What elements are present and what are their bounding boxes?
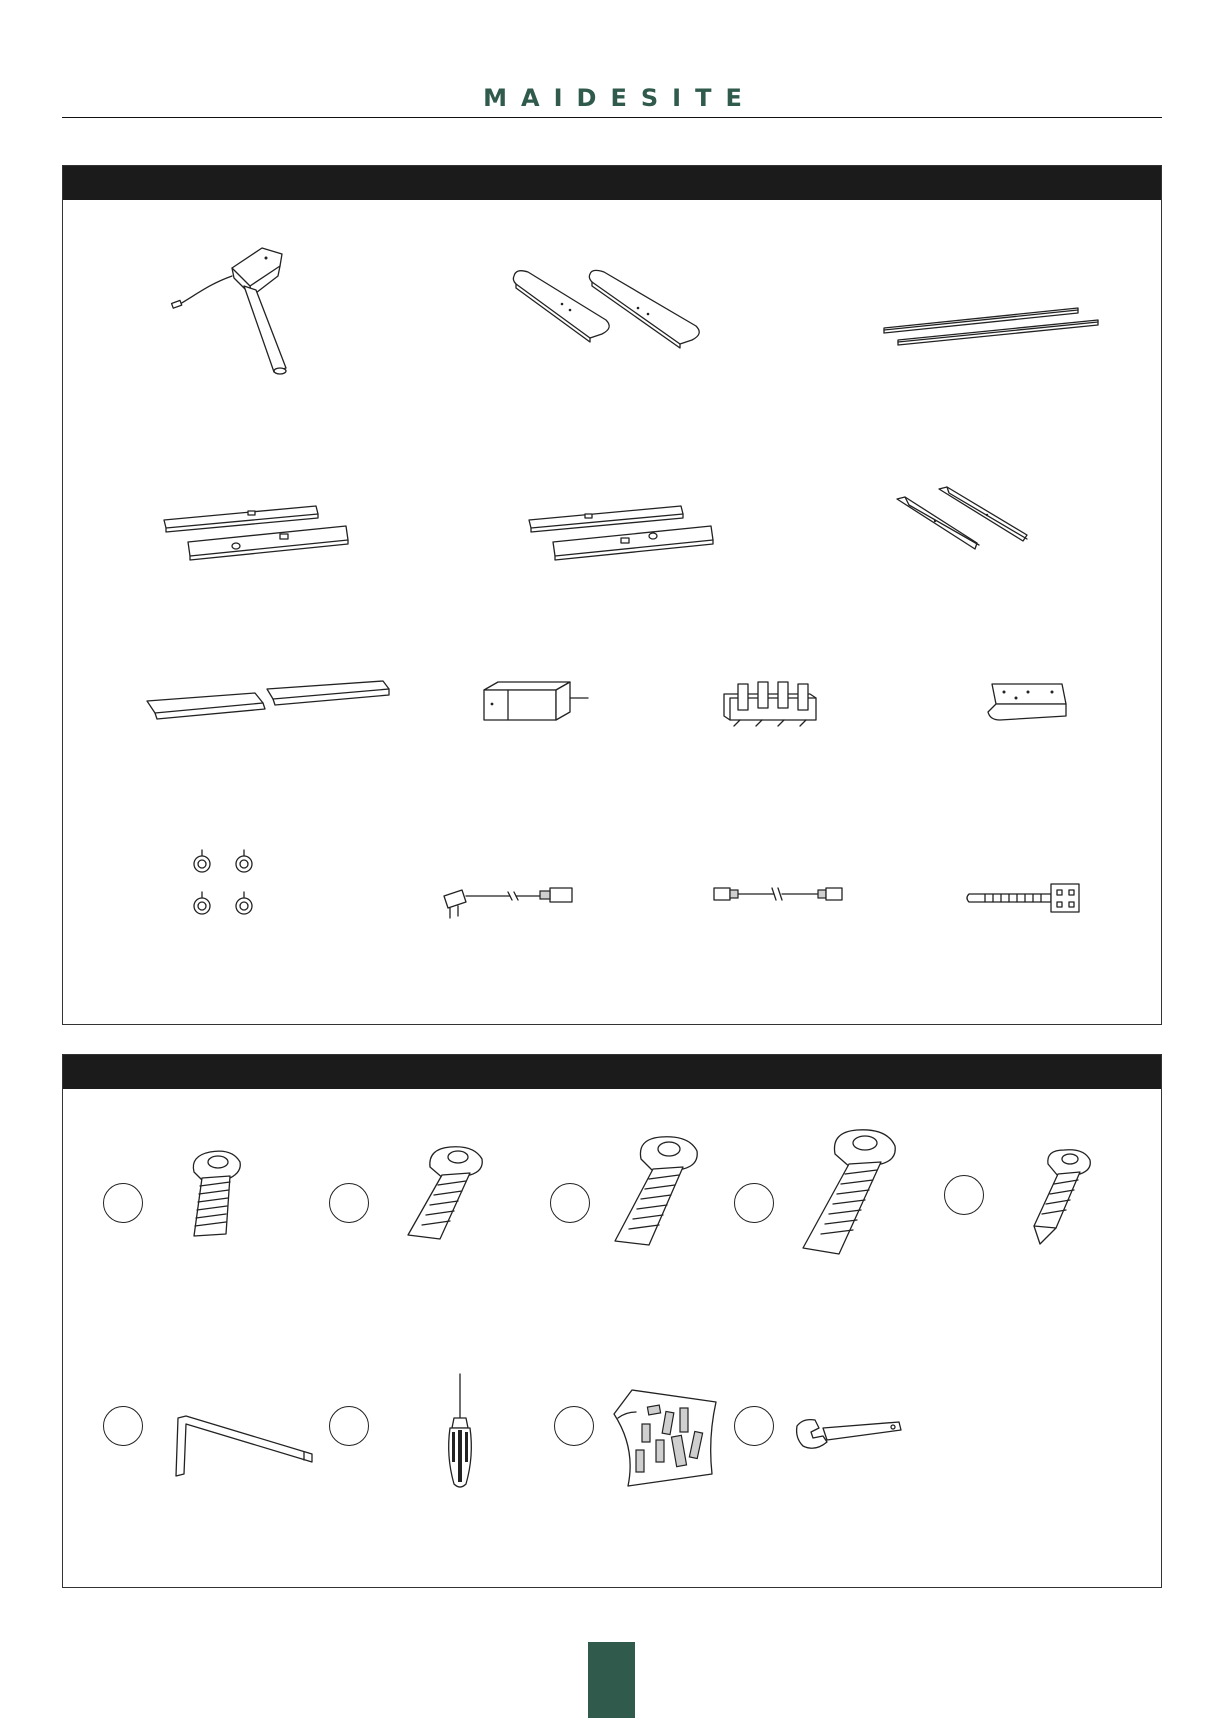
crossbeam-right-illustration <box>525 500 715 570</box>
brand-logo: MAIDESITE <box>483 84 756 112</box>
casters-illustration <box>190 848 270 918</box>
header-rule <box>62 117 1162 118</box>
control-panel-illustration <box>980 680 1070 730</box>
screw-d-label-circle <box>734 1183 774 1223</box>
screwdriver-illustration <box>440 1372 480 1492</box>
screw-e-illustration <box>1020 1148 1100 1248</box>
screw-a-label-circle <box>103 1183 143 1223</box>
hardware-bag-illustration <box>612 1388 722 1488</box>
screw-d-illustration <box>795 1128 905 1258</box>
tool-b-label-circle <box>329 1406 369 1446</box>
side-rails-illustration <box>880 300 1100 350</box>
cable-tie-illustration <box>965 880 1095 914</box>
crossbeam-left-illustration <box>160 500 350 570</box>
screw-a-illustration <box>180 1150 260 1240</box>
screw-c-label-circle <box>550 1183 590 1223</box>
control-box-illustration <box>480 678 600 728</box>
page-number-tab <box>588 1642 635 1718</box>
screw-e-label-circle <box>944 1175 984 1215</box>
feet-illustration <box>510 268 710 358</box>
hardware-panel-header <box>63 1055 1161 1089</box>
support-brackets-illustration <box>895 485 1035 555</box>
power-cord-illustration <box>440 876 580 926</box>
wrench-illustration <box>795 1418 905 1458</box>
hex-key-illustration <box>170 1410 320 1480</box>
tool-d-label-circle <box>734 1406 774 1446</box>
parts-panel-header <box>63 166 1161 200</box>
screw-b-label-circle <box>329 1183 369 1223</box>
leg-motor-column-illustration <box>170 240 300 390</box>
screw-b-illustration <box>400 1145 490 1245</box>
tool-a-label-circle <box>103 1406 143 1446</box>
cable-organizer-illustration <box>720 680 820 730</box>
cable-trays-illustration <box>145 675 390 725</box>
extension-cable-illustration <box>710 880 850 910</box>
tool-c-label-circle <box>554 1406 594 1446</box>
screw-c-illustration <box>605 1135 705 1250</box>
